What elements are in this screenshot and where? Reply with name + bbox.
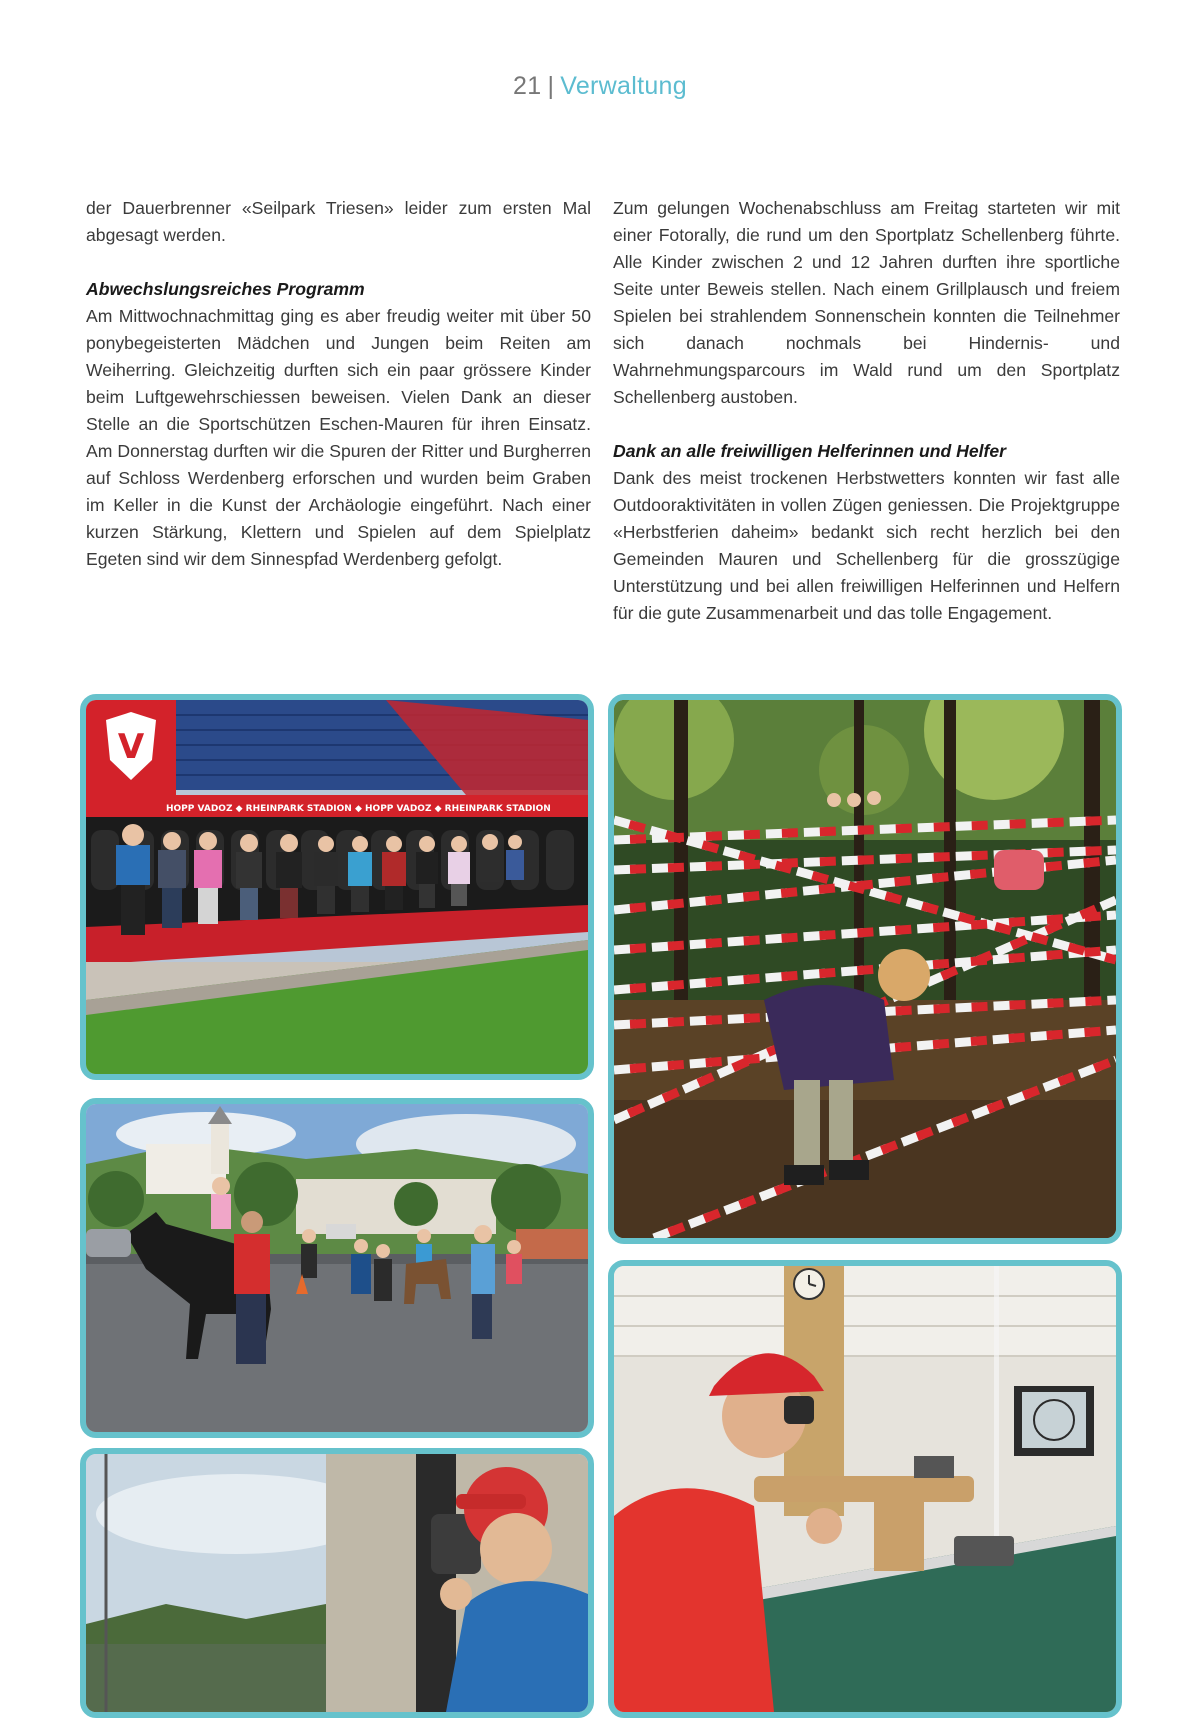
photo-stadium-kids	[80, 694, 594, 1080]
shooting-image	[614, 1266, 1116, 1712]
left-paragraph-1: der Dauerbrenner «Seilpark Triesen» leider zum ersten Mal abgesagt werden.	[86, 198, 591, 245]
photo-air-rifle-shooting	[608, 1260, 1122, 1718]
page-number: 21	[513, 72, 542, 100]
photo-pony-riding	[80, 1098, 594, 1438]
pony-image	[86, 1104, 588, 1432]
left-column	[86, 195, 591, 573]
photo-forest-parcours	[608, 694, 1122, 1244]
section-title: Verwaltung	[560, 72, 687, 100]
left-paragraph-2: Am Mittwochnachmittag ging es aber freudig weiter mit über 50 ponybegeisterten Mädchen und Jungen beim Reiten am Weiherring. Gleichzeitig durften sich ein paar grössere Kinder beim Luftgewehrschiessen beweisen. Vielen Dank an dieser Stelle an die Sportschützen Eschen-Mauren für ihren Einsatz. Am Donnerstag durften wir die Spuren der Ritter und Burgherren auf Schloss Werdenberg erforschen und wurden beim Graben im Keller in die Kunst der Archäologie eingeführt. Nach einer kurzen Stärkung, Klettern und Spielen auf dem Spielplatz Egeten sind wir dem Sinnespfad Werdenberg gefolgt.	[86, 306, 591, 569]
right-paragraph-1: Zum gelungen Wochenabschluss am Freitag starteten wir mit einer Fotorally, die rund um den Sportplatz Schellenberg führte. Alle Kinder zwischen 2 und 12 Jahren durften ihre sportliche Seite unter Beweis stellen. Nach einem Grillplausch und freiem Spielen bei strahlendem Sonnenschein konnten die Teilnehmer sich danach nochmals bei Hindernis- und Wahrnehmungsparcours im Wald rund um den Sportplatz Schellenberg austoben.	[613, 198, 1120, 407]
right-column	[613, 195, 1120, 627]
right-paragraph-2: Dank des meist trockenen Herbstwetters konnten wir fast alle Outdooraktivitäten in vollen Zügen geniessen. Die Projektgruppe «Herbstferien daheim» bedankt sich recht herzlich bei den Gemeinden Mauren und Schellenberg für die grosszügige Unterstützung und bei allen freiwilligen Helferinnen und Helfern für die gute Zusammenarbeit und das tolle Engagement.	[613, 468, 1120, 623]
crest-letter: V	[117, 727, 145, 767]
left-heading: Abwechslungsreiches Programm	[86, 279, 365, 299]
right-heading: Dank an alle freiwilligen Helferinnen und Helfer	[613, 441, 1007, 461]
stadium-image	[86, 700, 588, 1074]
photo-viewing-binoculars	[80, 1448, 594, 1718]
forest-image	[614, 700, 1116, 1238]
stadium-banner-text: HOPP VADOZ ◆ RHEINPARK STADION ◆ HOPP VADOZ ◆ RHEINPARK STADION	[166, 804, 551, 814]
page-header	[0, 72, 1200, 101]
header-separator: |	[547, 72, 555, 100]
binoculars-image	[86, 1454, 588, 1712]
